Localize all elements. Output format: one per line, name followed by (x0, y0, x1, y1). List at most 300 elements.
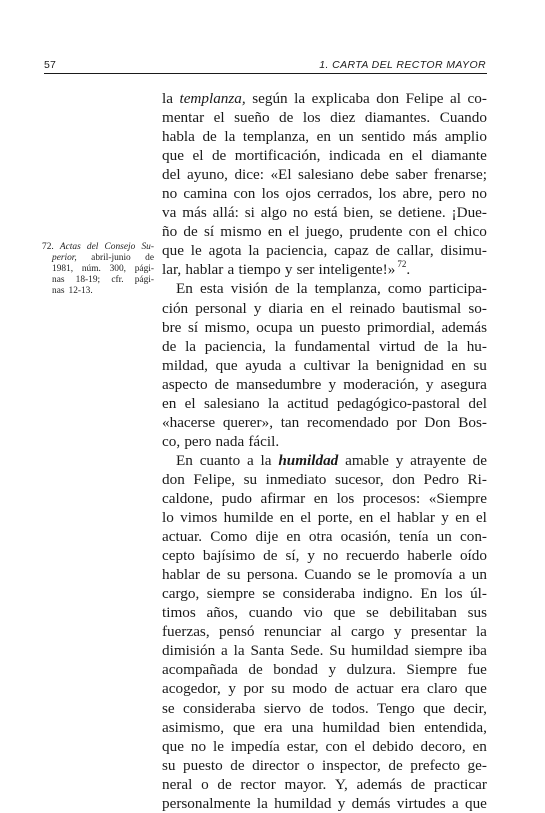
body-word: estar, (286, 737, 319, 755)
body-word: decoro, (420, 737, 466, 755)
body-line (162, 337, 487, 356)
header-rule (44, 73, 487, 74)
body-word: hablar (397, 509, 435, 527)
footnote-word: 1981, (52, 264, 74, 274)
body-word: bien (388, 718, 416, 736)
body-word: no (292, 204, 309, 222)
footnote-word: nas (52, 286, 65, 296)
footnote-line (42, 264, 154, 275)
body-word: callar, (396, 242, 434, 260)
body-word: y (425, 375, 434, 393)
body-word: fácil. (248, 432, 280, 450)
footnote-ref-period: . (406, 261, 411, 279)
footnote-line (42, 286, 154, 297)
body-word: personal (195, 299, 247, 317)
body-word: juego, (305, 223, 344, 241)
body-word: mismo, (204, 318, 250, 336)
body-word: ción (162, 299, 189, 317)
body-word: en (451, 356, 466, 374)
body-word: con- (459, 528, 487, 546)
body-word: En (176, 451, 193, 469)
body-word: ser (296, 261, 315, 279)
body-line (162, 679, 487, 698)
body-word: cargo (351, 623, 385, 641)
body-word: años, (206, 604, 239, 622)
body-word: acogedor, (162, 680, 221, 698)
body-word: todos. (331, 699, 369, 717)
body-word: sus (467, 604, 487, 622)
body-line (162, 622, 487, 641)
body-line (162, 660, 487, 679)
body-line (162, 260, 487, 279)
body-word: era (264, 718, 283, 736)
body-word: aspecto (162, 375, 208, 393)
body-word: prudente (349, 223, 403, 241)
body-word: que (215, 356, 238, 374)
body-word: «El (270, 166, 292, 184)
body-word: ojos (285, 185, 311, 203)
body-word: de (410, 775, 426, 793)
body-word: humildad (322, 718, 380, 736)
body-word: humilde (223, 509, 274, 527)
body-word: camina (183, 185, 228, 203)
body-word: la (267, 394, 279, 412)
body-line (162, 432, 487, 451)
body-word: amplio (444, 128, 487, 146)
body-word: bautismal (402, 299, 462, 317)
body-word: pedagógico-pastoral (336, 394, 461, 412)
body-word: sentido (361, 128, 406, 146)
footnote-word: 18-19; (75, 275, 101, 285)
body-word: más (412, 128, 438, 146)
body-word: pensó (219, 623, 255, 641)
marginal-footnote (42, 242, 154, 297)
body-word: Cuando (304, 566, 352, 584)
body-word: en (455, 509, 470, 527)
body-word: que (464, 794, 487, 812)
body-word: un (436, 528, 452, 546)
body-word: Santa (250, 642, 285, 660)
body-word: el (213, 109, 225, 127)
body-line (162, 794, 487, 813)
body-word: diamante (431, 147, 487, 165)
body-word: caldone, (162, 489, 214, 507)
body-word: cargo, (162, 585, 200, 603)
body-word: mildad, (162, 356, 208, 374)
body-line (162, 641, 487, 660)
body-word: en (162, 394, 177, 412)
body-word: el (184, 394, 196, 412)
body-word: pero (438, 185, 466, 203)
body-word: don (392, 470, 415, 488)
body-word: Felipe, (193, 470, 236, 488)
body-word: personalmente (162, 794, 251, 812)
body-word: entendida, (424, 718, 487, 736)
body-word: diamantes. (364, 109, 431, 127)
page-number: 57 (44, 59, 57, 71)
body-word: amable (345, 451, 389, 469)
body-word: bondad (273, 661, 318, 679)
body-word: su (473, 356, 487, 374)
body-word: se (262, 585, 276, 603)
body-word: moderación, (343, 375, 419, 393)
body-word: a (451, 794, 459, 812)
body-word: al (450, 90, 462, 107)
body-word: dije (255, 528, 279, 546)
body-word: y (328, 661, 337, 679)
body-word: los (444, 585, 463, 603)
body-word: y (337, 794, 346, 812)
body-word: humildad (278, 451, 339, 469)
body-line (162, 603, 487, 622)
body-word: hablar (185, 261, 224, 279)
body-word: los (261, 185, 280, 203)
body-word: de (206, 566, 221, 584)
body-line (162, 699, 487, 718)
body-word: diez (330, 109, 356, 127)
body-word: chico (453, 223, 487, 241)
body-word: un (338, 128, 354, 146)
body-word: en (359, 509, 374, 527)
body-word: ocasión, (340, 528, 391, 546)
footnote-word: de (145, 253, 154, 263)
body-word: co- (467, 90, 487, 107)
body-line (162, 241, 487, 260)
body-word: lar, (162, 261, 182, 279)
body-word: fuerzas, (162, 623, 210, 641)
body-word: fue (467, 661, 487, 679)
body-word: humildad (351, 642, 409, 660)
footnote-word: pági- (134, 264, 154, 274)
body-word: le (376, 566, 388, 584)
body-word: el (300, 509, 312, 527)
body-line (162, 318, 487, 337)
body-word: Sede. (290, 642, 324, 660)
body-word: por (396, 413, 417, 431)
body-word: Y, (335, 775, 348, 793)
body-word: que (162, 242, 184, 260)
body-word: además (441, 318, 487, 336)
body-word: sí (187, 318, 199, 336)
body-line (162, 127, 487, 146)
body-word: de (183, 223, 198, 241)
body-word: recuerdo (346, 547, 400, 565)
body-word: de (230, 756, 245, 774)
body-word: los (378, 185, 397, 203)
body-word: otra (308, 528, 333, 546)
body-word: siempre (206, 585, 255, 603)
body-line (162, 222, 487, 241)
body-word: claro (427, 680, 458, 698)
body-word: y (441, 509, 449, 527)
body-word: presentar (410, 623, 467, 641)
body-line (162, 184, 487, 203)
body-line (162, 279, 487, 298)
body-word: Pedro (423, 470, 459, 488)
body-word: porte, (317, 509, 353, 527)
body-word: y (228, 680, 236, 698)
body-word: Felipe (405, 90, 444, 107)
body-word: del (468, 394, 487, 412)
body-word: en (310, 299, 325, 317)
body-word: su (226, 566, 241, 584)
body-line (162, 489, 487, 508)
body-word: neral (162, 775, 193, 793)
body-word: director (252, 756, 300, 774)
body-word: según (252, 90, 288, 107)
body-word: tan (280, 413, 300, 431)
body-word: y (307, 547, 316, 565)
body-word: esta (200, 280, 224, 298)
footnote-line (42, 242, 154, 253)
body-word: se (379, 204, 393, 222)
body-word: ¡Due- (451, 204, 487, 222)
body-word: va (162, 204, 177, 222)
body-word: un (471, 566, 487, 584)
body-word: Ri- (467, 470, 487, 488)
body-word: en (313, 489, 329, 507)
body-word: en (388, 147, 404, 165)
body-line (162, 775, 487, 794)
body-word: habla (162, 128, 195, 146)
body-word: disimu- (440, 242, 487, 260)
body-word: un (299, 318, 315, 336)
body-word: pero (184, 432, 212, 450)
body-word: y (395, 451, 404, 469)
body-word: úl- (470, 585, 487, 603)
body-word: y (253, 299, 262, 317)
body-word: persona. (246, 566, 298, 584)
body-word: mansedumbre (236, 375, 322, 393)
body-word: fundamental (294, 337, 371, 355)
body-word: y (393, 623, 402, 641)
body-word: vio (303, 604, 323, 622)
body-word: templanza, (179, 90, 246, 107)
body-line (162, 470, 487, 489)
body-word: tenía (399, 528, 429, 546)
body-word: mortificación, (234, 147, 321, 165)
body-word: haberle (407, 547, 452, 565)
body-word: oído (459, 547, 487, 565)
body-word: o (306, 756, 315, 774)
body-word: rector (240, 775, 276, 793)
body-word: el (354, 737, 366, 755)
body-word: que (233, 718, 255, 736)
body-word: cuando (248, 604, 293, 622)
body-word: de (472, 451, 487, 469)
body-word: recomendado (306, 413, 389, 431)
body-word: dimisión (162, 642, 216, 660)
body-word: tiempo (238, 261, 281, 279)
body-word: actuar. (162, 528, 203, 546)
footnote-word: cfr. (111, 275, 124, 285)
body-word: a (221, 642, 228, 660)
body-word: el (192, 147, 204, 165)
footnote-word: 72. (42, 242, 54, 252)
body-word: ocupa (256, 318, 293, 336)
body-word: cuanto (199, 451, 241, 469)
body-word: so- (468, 299, 487, 317)
body-word: sí (203, 223, 215, 241)
body-word: dice: (234, 166, 264, 184)
body-word: de (334, 680, 349, 698)
body-line (162, 565, 487, 584)
body-word: promovía (394, 566, 453, 584)
body-word: bien, (343, 204, 374, 222)
body-word: procesos: (362, 489, 421, 507)
body-word: el (411, 147, 423, 165)
body-word: salesiano (203, 394, 260, 412)
body-word: con (408, 223, 431, 241)
body-word: practicar (433, 775, 487, 793)
body-word: a (246, 451, 254, 469)
body-word: de (217, 775, 232, 793)
body-word: sueño (234, 109, 270, 127)
body-word: En (420, 585, 438, 603)
body-word: puesto (183, 756, 223, 774)
body-word: templanza, (314, 280, 381, 298)
body-word: en (279, 509, 295, 527)
body-line (162, 375, 487, 394)
body-word: la (233, 642, 245, 660)
body-line (162, 546, 487, 565)
footnote-word: Actas (59, 242, 81, 252)
body-word: consideraba (182, 699, 256, 717)
body-line (162, 718, 487, 737)
body-word: el (331, 299, 343, 317)
footnote-line (42, 275, 154, 286)
body-word: indicada (328, 147, 381, 165)
body-word: frenarse; (433, 166, 487, 184)
body-line (162, 89, 487, 108)
body-word: ayuno, (187, 166, 228, 184)
body-word: impedía (230, 737, 280, 755)
footnote-word: del (86, 242, 99, 252)
body-word: iba (468, 642, 487, 660)
body-word: actuar (356, 680, 394, 698)
body-line (162, 203, 487, 222)
body-word: de (309, 699, 324, 717)
body-line (162, 451, 487, 470)
body-word: inmediato (265, 470, 327, 488)
body-word: la (294, 90, 306, 107)
body-word: nada (215, 432, 245, 450)
body-word: si (244, 204, 255, 222)
body-word: salesiano (298, 166, 354, 184)
body-word: algo (260, 204, 287, 222)
body-word: debe (360, 166, 389, 184)
body-word: la (274, 337, 286, 355)
body-word: mentar (162, 109, 205, 127)
body-word: y (328, 375, 337, 393)
body-word: y (284, 261, 293, 279)
body-line (162, 165, 487, 184)
body-word: capaz (334, 242, 369, 260)
body-word: que (162, 737, 184, 755)
body-word: inspector, (322, 756, 381, 774)
body-word: asegura (440, 375, 487, 393)
body-word: asimismo, (162, 718, 225, 736)
body-line (162, 146, 487, 165)
body-word: no (190, 737, 207, 755)
body-word: la (256, 794, 268, 812)
body-word: no (162, 185, 178, 203)
body-word: de (162, 337, 177, 355)
body-word: a (289, 356, 296, 374)
footnote-word: 300, (109, 264, 126, 274)
body-word: demás (351, 794, 391, 812)
body-word: que (162, 147, 184, 165)
body-word: diaria (268, 299, 304, 317)
body-word: afirmar (260, 489, 306, 507)
body-word: «hacerse (162, 413, 216, 431)
body-word: bre (162, 318, 182, 336)
body-word: o (201, 775, 209, 793)
body-word: renunciar (263, 623, 322, 641)
body-word: lo (162, 509, 174, 527)
body-line (162, 756, 487, 775)
body-word: del (162, 166, 181, 184)
body-word: se (366, 604, 379, 622)
body-word: virtud (378, 337, 416, 355)
body-word: de (275, 280, 290, 298)
body-word: ge- (467, 756, 487, 774)
body-word: sucesor, (334, 470, 384, 488)
body-word: agota (208, 242, 242, 260)
body-word: participa- (428, 280, 487, 298)
body-word: como (387, 280, 422, 298)
body-word: virtudes (396, 794, 446, 812)
body-word: no (323, 547, 339, 565)
body-word: benignidad (376, 356, 444, 374)
body-word: humildad (274, 794, 332, 812)
body-word: con (233, 185, 256, 203)
body-word: Como (210, 528, 248, 546)
body-word: la (475, 623, 487, 641)
body-word: los (336, 489, 355, 507)
body-word: la (260, 451, 272, 469)
body-line (162, 394, 487, 413)
body-word: siervo (263, 699, 301, 717)
footnote-word: núm. (81, 264, 101, 274)
body-line (162, 299, 487, 318)
body-word: debido (372, 737, 414, 755)
body-word: a (227, 261, 235, 279)
body-word: siempre (414, 642, 463, 660)
body-word: por (243, 680, 264, 698)
body-word: los (302, 109, 321, 127)
body-word: le (190, 242, 202, 260)
body-word: que (464, 680, 487, 698)
body-word: dulzura. (346, 661, 396, 679)
body-word: su (162, 756, 176, 774)
body-line (162, 508, 487, 527)
body-word: de (375, 242, 390, 260)
body-word: Bos- (458, 413, 487, 431)
body-word: inteligente!» (318, 261, 396, 279)
body-word: saber (395, 166, 428, 184)
body-line (162, 356, 487, 375)
body-word: co, (162, 432, 181, 450)
running-head: 1. CARTA DEL RECTOR MAYOR (319, 59, 486, 71)
body-word: prefecto (410, 756, 461, 774)
body-word: hu- (466, 337, 487, 355)
body-word: querer», (222, 413, 273, 431)
body-word: de (211, 147, 227, 165)
footnote-word: pági- (134, 275, 154, 285)
body-word: paciencia, (266, 242, 328, 260)
body-word: en (267, 223, 283, 241)
